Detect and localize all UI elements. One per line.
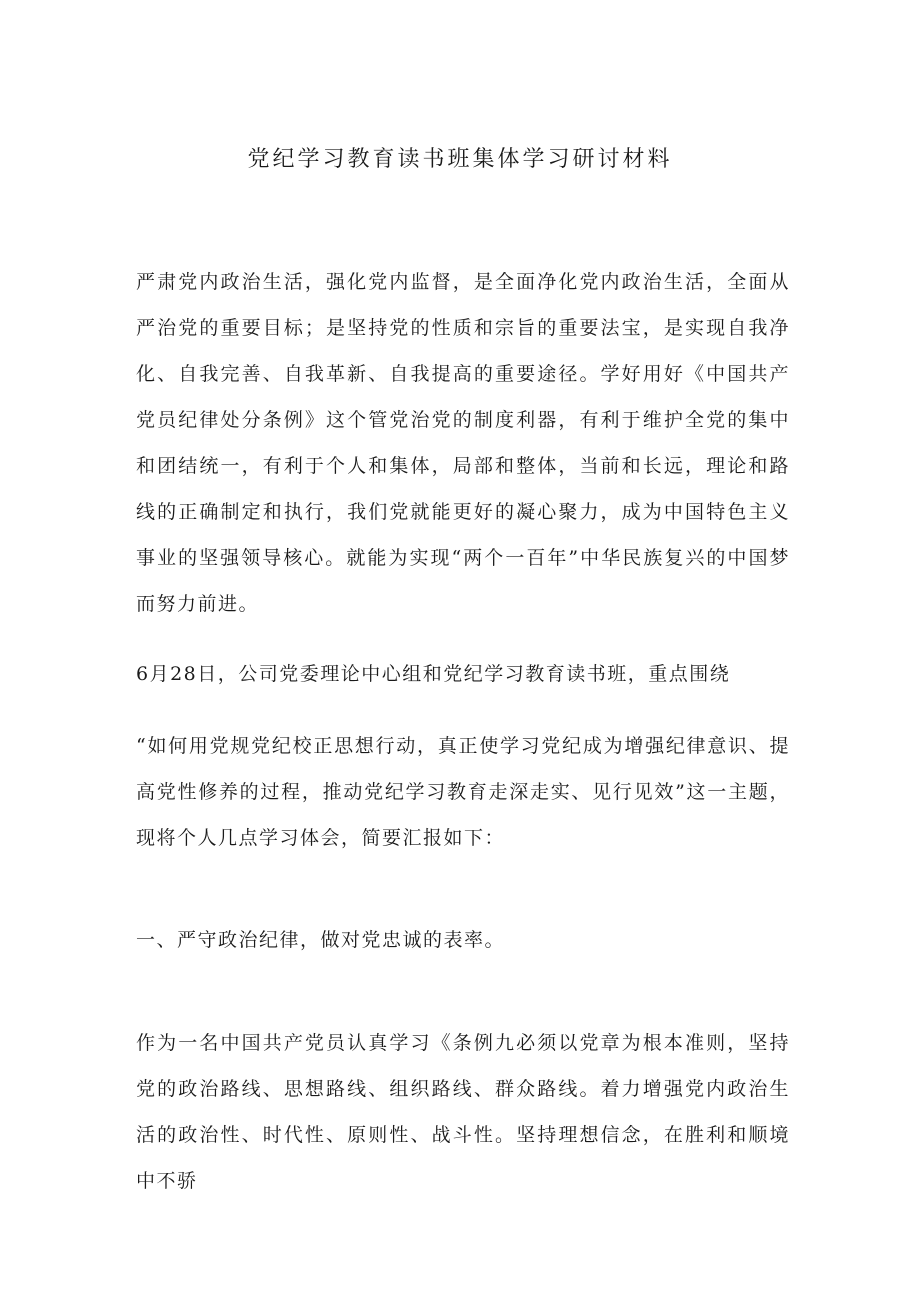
intro-paragraph: 严肃党内政治生活，强化党内监督，是全面净化党内政治生活，全面从严治党的重要目标；是坚持党的性质和宗旨的重要法宝，是实现自我净化、自我完善、自我革新、自我提高的重要途径。学好用好《中国共产党员纪律处分条例》这个管党治党的制度利器，有利于维护全党的集中和团结统一，有利于个人和集体，局部和整体，当前和长远，理论和路线的正确制定和执行，我们党就能更好的凝心聚力，成为中国特色主义事业的坚强领导核心。就能为实现“两个一百年”中华民族复兴的中国梦而努力前进。 bbox=[136, 271, 790, 615]
section-heading-1: 一、严守政治纪律，做对党忠诚的表率。 bbox=[136, 929, 506, 951]
meeting-date-paragraph: 6月28日，公司党委理论中心组和党纪学习教育读书班，重点围绕 bbox=[136, 663, 731, 685]
document-title: 党纪学习教育读书班集体学习研讨材料 bbox=[247, 147, 673, 172]
section-1-paragraph: 作为一名中国共产党员认真学习《条例九必须以党章为根本准则，坚持党的政治路线、思想路线、组织路线、群众路线。着力增强党内政治生活的政治性、时代性、原则性、战斗性。坚持理想信念，在胜利和顺境中不骄 bbox=[136, 1032, 790, 1192]
theme-paragraph: “如何用党规党纪校正思想行动，真正使学习党纪成为增强纪律意识、提高党性修养的过程，推动党纪学习教育走深走实、见行见效”这一主题，现将个人几点学习体会，简要汇报如下： bbox=[136, 735, 790, 849]
